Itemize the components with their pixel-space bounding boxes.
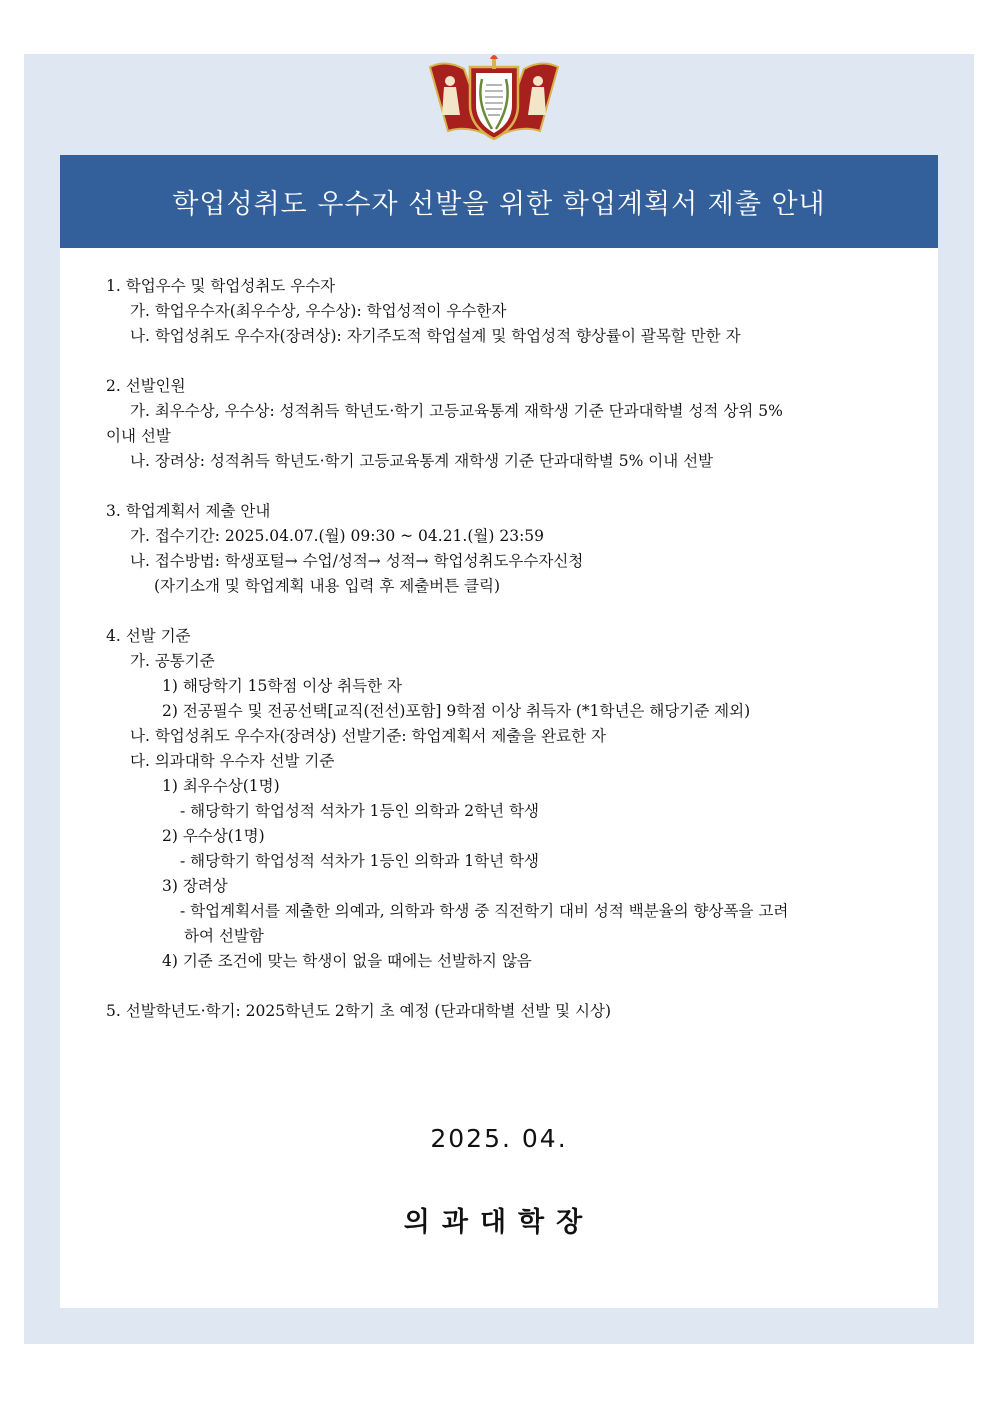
section-4-item-c3-detail: - 학업계획서를 제출한 의예과, 의학과 학생 중 직전학기 대비 성적 백분율의 향상폭을 고려 (180, 902, 789, 920)
section-3-item-a: 가. 접수기간: 2025.04.07.(월) 09:30 ~ 04.21.(월) 23:59 (130, 527, 545, 545)
section-4-item-c: 다. 의과대학 우수자 선발 기준 (130, 752, 335, 770)
section-4-item-c1-detail: - 해당학기 학업성적 석차가 1등인 의학과 2학년 학생 (180, 802, 539, 820)
page-title: 학업성취도 우수자 선발을 위한 학업계획서 제출 안내 (172, 189, 826, 220)
section-4-item-c2-detail: - 해당학기 학업성적 석차가 1등인 의학과 1학년 학생 (180, 852, 539, 870)
section-3-item-b: 나. 접수방법: 학생포털→ 수업/성적→ 성적→ 학업성취도우수자신청 (130, 552, 584, 570)
section-4-item-b: 나. 학업성취도 우수자(장려상) 선발기준: 학업계획서 제출을 완료한 자 (130, 727, 606, 745)
notice-sheet (60, 248, 938, 1308)
section-4-item-a1: 1) 해당학기 15학점 이상 취득한 자 (162, 677, 402, 695)
university-crest-icon (426, 55, 562, 141)
section-1-heading: 1. 학업우수 및 학업성취도 우수자 (106, 277, 336, 295)
section-2-item-a: 가. 최우수상, 우수상: 성적취득 학년도·학기 고등교육통계 재학생 기준 단과대학별 성적 상위 5% (130, 402, 783, 420)
section-4-item-c3-detail-continued: 하여 선발함 (184, 927, 264, 945)
section-4-item-a: 가. 공통기준 (130, 652, 215, 670)
section-4-item-a2: 2) 전공필수 및 전공선택[교직(전선)포함] 9학점 이상 취득자 (*1학년은 해당기준 제외) (162, 702, 751, 720)
section-4-heading: 4. 선발 기준 (106, 627, 191, 645)
title-banner (60, 155, 938, 248)
section-1-item-a: 가. 학업우수자(최우수상, 우수상): 학업성적이 우수한자 (130, 302, 507, 320)
section-4-item-c4: 4) 기준 조건에 맞는 학생이 없을 때에는 선발하지 않음 (162, 952, 532, 970)
issue-date: 2025. 04. (430, 1124, 568, 1153)
section-4-item-c3: 3) 장려상 (162, 877, 228, 895)
section-4-item-c2: 2) 우수상(1명) (162, 827, 265, 845)
section-4-item-c1: 1) 최우수상(1명) (162, 777, 280, 795)
signer-title: 의과대학장 (403, 1207, 595, 1238)
section-2-item-a-continued: 이내 선발 (106, 427, 171, 445)
section-1-item-b: 나. 학업성취도 우수자(장려상): 자기주도적 학업설계 및 학업성적 향상률이 괄목할 만한 자 (130, 327, 741, 345)
section-3-item-b-note: (자기소개 및 학업계획 내용 입력 후 제출버튼 클릭) (154, 577, 501, 595)
section-5-heading: 5. 선발학년도·학기: 2025학년도 2학기 초 예정 (단과대학별 선발 및 시상) (106, 1002, 612, 1020)
section-3-heading: 3. 학업계획서 제출 안내 (106, 502, 271, 520)
notice-body (106, 274, 892, 1024)
section-2-heading: 2. 선발인원 (106, 377, 186, 395)
section-2-item-b: 나. 장려상: 성적취득 학년도·학기 고등교육통계 재학생 기준 단과대학별 5% 이내 선발 (130, 452, 714, 470)
